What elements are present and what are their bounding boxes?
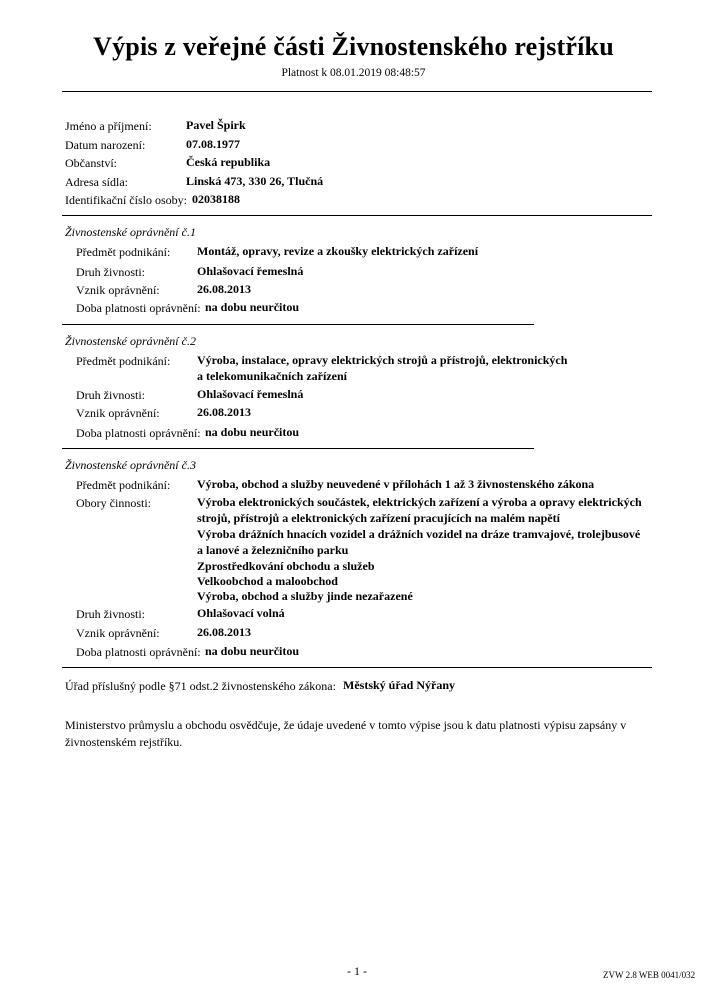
- subject-label: Předmět podnikání:: [76, 354, 171, 368]
- validity-value: na dobu neurčitou: [205, 300, 300, 314]
- birth-value: 07.08.1977: [186, 137, 240, 151]
- origin-value: 26.08.2013: [197, 625, 251, 639]
- origin-label: Vznik oprávnění:: [76, 626, 160, 640]
- field-line: strojů, přístrojů a elektronických zařízení pracujících na malém napětí: [197, 511, 560, 525]
- origin-value: 26.08.2013: [197, 405, 251, 419]
- permit-title: Živnostenské oprávnění č.2: [65, 334, 196, 348]
- address-label: Adresa sídla:: [65, 175, 128, 189]
- field-line: Zprostředkování obchodu a služeb: [197, 559, 375, 573]
- permit-divider: [62, 324, 534, 325]
- origin-label: Vznik oprávnění:: [76, 406, 160, 420]
- id-value: 02038188: [192, 192, 240, 206]
- type-label: Druh živnosti:: [76, 607, 145, 621]
- permit-divider: [62, 448, 534, 449]
- field-line: Výroba, obchod a služby jinde nezařazené: [197, 589, 413, 603]
- type-value: Ohlašovací řemeslná: [197, 264, 304, 278]
- birth-label: Datum narození:: [65, 138, 146, 152]
- validity-value: na dobu neurčitou: [205, 425, 300, 439]
- field-line: Výroba drážních hnacích vozidel a drážních vozidel na dráze tramvajové, trolejbusové: [197, 527, 641, 541]
- section-divider: [62, 215, 652, 216]
- form-code: ZVW 2.8 WEB 0041/032: [603, 970, 696, 980]
- field-line: Velkoobchod a maloobchod: [197, 574, 338, 588]
- type-value: Ohlašovací řemeslná: [197, 387, 304, 401]
- subject-label: Předmět podnikání:: [76, 245, 171, 259]
- office-value: Městský úřad Nýřany: [343, 678, 456, 692]
- subject-label: Předmět podnikání:: [76, 478, 171, 492]
- type-value: Ohlašovací volná: [197, 606, 285, 620]
- address-value: Linská 473, 330 26, Tlučná: [186, 174, 324, 188]
- page-number: - 1 -: [347, 964, 367, 978]
- type-label: Druh živnosti:: [76, 388, 145, 402]
- subject-value: Montáž, opravy, revize a zkoušky elektrických zařízení: [197, 244, 479, 258]
- citizenship-value: Česká republika: [186, 155, 271, 169]
- header-divider: [62, 91, 652, 92]
- subject-value: Výroba, obchod a služby neuvedené v přílohách 1 až 3 živnostenského zákona: [197, 477, 595, 491]
- fields-label: Obory činnosti:: [76, 496, 151, 510]
- subject-value-line: Výroba, instalace, opravy elektrických strojů a přístrojů, elektronických: [197, 353, 568, 367]
- ministry-statement: Ministerstvo průmyslu a obchodu osvědčuje, že údaje uvedené v tomto výpise jsou k datu platnosti výpisu zapsány v živnostenském rejstříku.: [65, 718, 627, 749]
- citizenship-label: Občanství:: [65, 156, 117, 170]
- validity-label: Doba platnosti oprávnění:: [76, 426, 201, 440]
- id-label: Identifikační číslo osoby:: [65, 193, 187, 207]
- validity-value: na dobu neurčitou: [205, 644, 300, 658]
- origin-label: Vznik oprávnění:: [76, 283, 160, 297]
- permit-title: Živnostenské oprávnění č.1: [65, 225, 196, 239]
- field-line: a lanové a železničního parku: [197, 543, 349, 557]
- validity-date: Platnost k 08.01.2019 08:48:57: [281, 67, 426, 79]
- origin-value: 26.08.2013: [197, 282, 251, 296]
- subject-value-line: a telekomunikačních zařízení: [197, 369, 347, 383]
- permit-title: Živnostenské oprávnění č.3: [65, 458, 196, 472]
- section-divider: [62, 667, 652, 668]
- field-line: Výroba elektronických součástek, elektrických zařízení a výroba a opravy elektrických: [197, 495, 642, 509]
- office-label: Úřad příslušný podle §71 odst.2 živnostenského zákona:: [65, 679, 336, 693]
- type-label: Druh živnosti:: [76, 265, 145, 279]
- validity-label: Doba platnosti oprávnění:: [76, 301, 201, 315]
- validity-label: Doba platnosti oprávnění:: [76, 645, 201, 659]
- document-title: Výpis z veřejné části Živnostenského rejstříku: [93, 32, 614, 61]
- name-value: Pavel Špirk: [186, 118, 246, 132]
- name-label: Jméno a příjmení:: [65, 119, 152, 133]
